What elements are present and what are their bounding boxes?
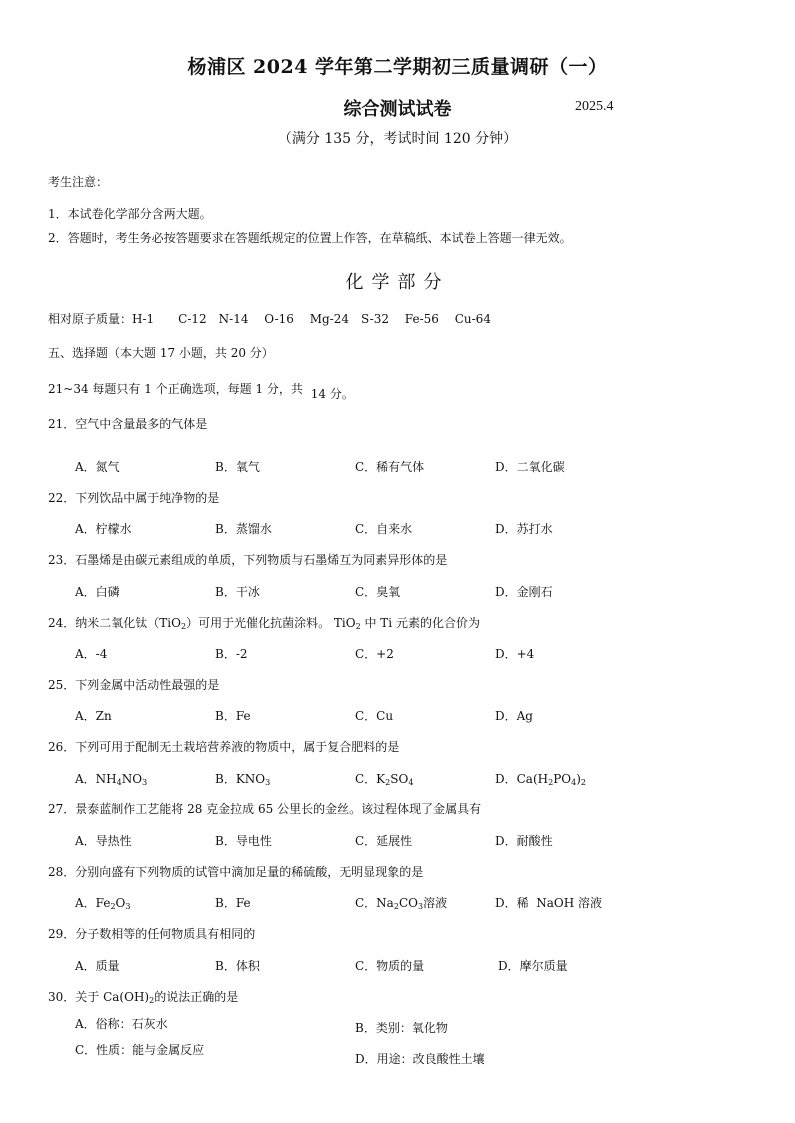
question-22-option-c: C．自来水 bbox=[355, 522, 413, 536]
question-30-option-c: C．性质：能与金属反应 bbox=[75, 1043, 205, 1057]
formula-sub: 2 bbox=[110, 902, 116, 911]
atomic-masses: 相对原子质量：H-1 C-12 N-14 O-16 Mg-24 S-32 Fe-56 Cu-64 bbox=[48, 312, 491, 326]
formula-sub: 3 bbox=[265, 778, 271, 787]
question-29-option-c: C．物质的量 bbox=[355, 959, 425, 973]
question-21-stem: 21．空气中含量最多的气体是 bbox=[48, 417, 208, 431]
notice-heading: 考生注意： bbox=[48, 175, 109, 189]
question-29-option-b: B．体积 bbox=[215, 959, 260, 973]
question-27-option-a: A．导热性 bbox=[75, 834, 132, 848]
question-24-option-b: B．-2 bbox=[215, 647, 248, 661]
formula-part: PO bbox=[553, 772, 572, 786]
formula-part: A．Fe bbox=[75, 896, 111, 910]
question-24-stem-part: 中 Ti 元素的化合价为 bbox=[360, 616, 480, 630]
formula-part: D．Ca(H bbox=[495, 772, 549, 786]
formula-part: NO bbox=[121, 772, 143, 786]
question-30-stem-part: 30．关于 Ca(OH) bbox=[48, 990, 150, 1004]
question-29-stem: 29．分子数相等的任何物质具有相同的 bbox=[48, 927, 256, 941]
question-21-option-a: A．氮气 bbox=[75, 460, 120, 474]
question-23-option-a: A．白磷 bbox=[75, 585, 120, 599]
question-24-option-d: D．+4 bbox=[495, 647, 535, 661]
exam-subtitle: 综合测试试卷 bbox=[343, 99, 452, 120]
question-22-stem: 22．下列饮品中属于纯净物的是 bbox=[48, 491, 220, 505]
formula-part: 溶液 bbox=[423, 896, 448, 910]
question-26-option-c bbox=[355, 770, 413, 787]
question-30-stem-sub: 2 bbox=[149, 996, 155, 1005]
formula-sub: 2 bbox=[393, 902, 399, 911]
question-30-stem-part: 的说法正确的是 bbox=[154, 990, 239, 1004]
question-28-option-a bbox=[75, 894, 130, 911]
part5-heading: 五、选择题（本大题 17 小题，共 20 分） bbox=[48, 346, 274, 360]
formula-sub: 2 bbox=[548, 778, 554, 787]
formula-part: C．K bbox=[355, 772, 386, 786]
question-21-option-d: D．二氧化碳 bbox=[495, 460, 565, 474]
exam-title: 杨浦区 2024 学年第二学期初三质量调研（一） bbox=[187, 56, 608, 78]
question-21-option-c: C．稀有气体 bbox=[355, 460, 425, 474]
question-27-option-b: B．导电性 bbox=[215, 834, 272, 848]
formula-part: O bbox=[115, 896, 126, 910]
question-30-option-d: D．用途：改良酸性土壤 bbox=[355, 1052, 485, 1066]
exam-date: 2025.4 bbox=[575, 99, 614, 114]
question-26-stem: 26．下列可用于配制无土栽培营养液的物质中，属于复合肥料的是 bbox=[48, 740, 400, 754]
score-and-time: （满分 135 分，考试时间 120 分钟） bbox=[277, 131, 518, 147]
question-24-stem-sub: 2 bbox=[180, 622, 187, 631]
formula-sub: 4 bbox=[571, 778, 577, 787]
question-25-stem: 25．下列金属中活动性最强的是 bbox=[48, 678, 220, 692]
formula-part: D．稀 NaOH 溶液 bbox=[495, 896, 603, 910]
question-30-option-a: A．俗称：石灰水 bbox=[75, 1017, 168, 1031]
question-25-option-b: B．Fe bbox=[215, 709, 251, 723]
question-22-option-b: B．蒸馏水 bbox=[215, 522, 272, 536]
question-24-stem-part: TiO bbox=[159, 616, 181, 630]
part5-instruction-points: 14 分。 bbox=[310, 387, 354, 401]
question-27-option-d: D．耐酸性 bbox=[495, 834, 553, 848]
formula-sub: 3 bbox=[142, 778, 148, 787]
question-29-option-d: D．摩尔质量 bbox=[498, 959, 568, 973]
question-27-option-c: C．延展性 bbox=[355, 834, 413, 848]
question-26-option-b bbox=[215, 770, 270, 787]
notice-item-2: 2．答题时，考生务必按答题要求在答题纸规定的位置上作答，在草稿纸、本试卷上答题一律无效。 bbox=[48, 231, 572, 245]
question-28-option-d bbox=[495, 894, 602, 911]
question-29-option-a: A．质量 bbox=[75, 959, 120, 973]
question-24-stem bbox=[48, 614, 480, 631]
question-24-stem-part: ）可用于光催化抗菌涂料。 bbox=[186, 616, 334, 630]
formula-sub: 4 bbox=[116, 778, 122, 787]
formula-part: C．Na bbox=[355, 896, 394, 910]
question-28-option-b bbox=[215, 894, 251, 911]
notice-item-1: 1．本试卷化学部分含两大题。 bbox=[48, 207, 212, 221]
question-23-option-c: C．臭氧 bbox=[355, 585, 401, 599]
question-24-stem-part: 24．纳米二氧化钛（ bbox=[48, 616, 160, 630]
part5-instruction bbox=[48, 380, 354, 401]
formula-part: ) bbox=[576, 772, 581, 786]
question-21-option-b: B．氧气 bbox=[215, 460, 260, 474]
formula-part: B．KNO bbox=[215, 772, 266, 786]
question-24-stem-sub: 2 bbox=[355, 622, 361, 631]
question-24-option-c: C．+2 bbox=[355, 647, 394, 661]
question-24-stem-part: TiO bbox=[333, 616, 356, 630]
question-25-option-d: D．Ag bbox=[495, 709, 533, 723]
question-22-option-d: D．苏打水 bbox=[495, 522, 553, 536]
formula-part: B．Fe bbox=[215, 896, 251, 910]
question-23-option-d: D．金刚石 bbox=[495, 585, 553, 599]
question-22-option-a: A．柠檬水 bbox=[75, 522, 132, 536]
question-25-option-c: C．Cu bbox=[355, 709, 394, 723]
question-24-option-a: A．-4 bbox=[75, 647, 108, 661]
question-28-stem: 28．分别向盛有下列物质的试管中滴加足量的稀硫酸，无明显现象的是 bbox=[48, 865, 424, 879]
question-27-stem: 27．景泰蓝制作工艺能将 28 克金拉成 65 公里长的金丝。该过程体现了金属具有 bbox=[48, 802, 482, 816]
question-26-option-a bbox=[75, 770, 147, 787]
formula-part: A．NH bbox=[75, 772, 117, 786]
part5-instruction-text: 21~34 每题只有 1 个正确选项，每题 1 分，共 bbox=[48, 382, 303, 396]
formula-part: SO bbox=[390, 772, 409, 786]
question-23-stem: 23．石墨烯是由碳元素组成的单质，下列物质与石墨烯互为同素异形体的是 bbox=[48, 553, 448, 567]
formula-sub: 2 bbox=[385, 778, 391, 787]
formula-part: CO bbox=[398, 896, 418, 910]
formula-sub: 3 bbox=[417, 902, 424, 911]
question-23-option-b: B．干冰 bbox=[215, 585, 260, 599]
question-25-option-a: A．Zn bbox=[75, 709, 112, 723]
formula-sub: 2 bbox=[580, 778, 586, 787]
question-30-option-b: B．类别：氧化物 bbox=[355, 1021, 448, 1035]
question-26-option-d bbox=[495, 770, 586, 787]
formula-sub: 3 bbox=[125, 902, 131, 911]
question-30-stem bbox=[48, 988, 238, 1005]
formula-sub: 4 bbox=[408, 778, 414, 787]
question-28-option-c bbox=[355, 894, 447, 911]
section-title: 化学部分 bbox=[345, 272, 450, 293]
